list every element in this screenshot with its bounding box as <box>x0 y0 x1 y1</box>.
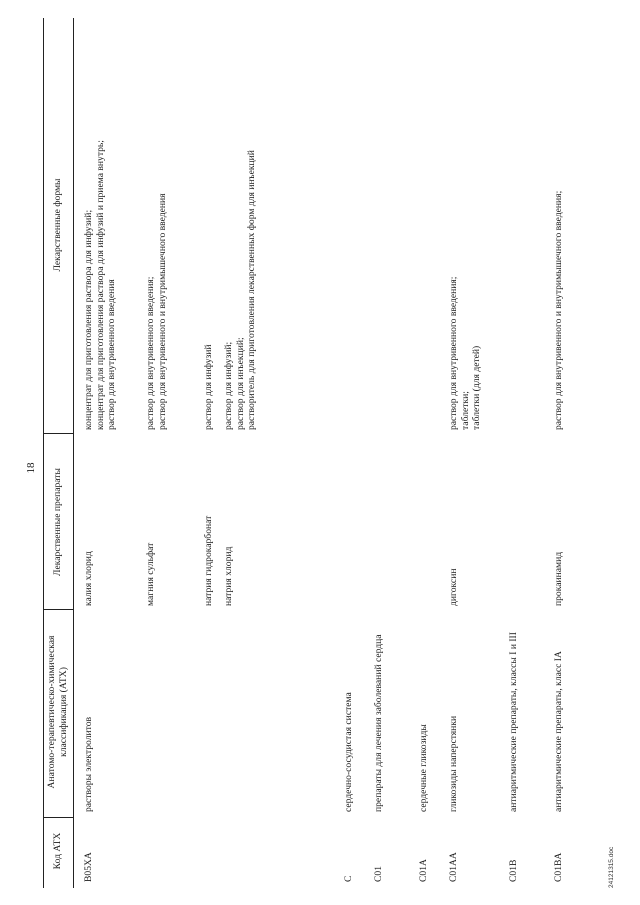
header-divider <box>43 433 73 434</box>
atx-group-name: антиаритмические препараты, класс IA <box>553 651 564 812</box>
atx-code: C01AA <box>448 852 459 882</box>
dosage-form-line: растворитель для приготовления лекарственных форм для инъекций <box>246 150 257 430</box>
footer-doc-name: 24121315.doc <box>608 846 615 888</box>
header-atx: Анатомо-терапевтическо-химическая классификация (АТХ) <box>46 635 69 789</box>
atx-code: C01A <box>418 859 429 882</box>
dosage-form-line: концентрат для приготовления раствора для инфузий; <box>83 209 94 430</box>
atx-code: B05XA <box>83 852 94 882</box>
header-forms: Лекарственные формы <box>52 178 63 272</box>
atx-group-name: сердечные гликозиды <box>418 724 429 812</box>
dosage-form-line: раствор для внутривенного и внутримышечного введения; <box>553 190 564 430</box>
dosage-form-line: таблетки; <box>459 391 471 430</box>
atx-group-name: сердечно-сосудистая система <box>343 692 354 812</box>
drug-name: натрия хлорид <box>223 546 234 606</box>
drug-name: прокаинамид <box>553 551 564 606</box>
header-divider <box>43 609 73 610</box>
atx-code: C01 <box>373 866 384 882</box>
atx-table <box>43 18 603 888</box>
dosage-form-line: таблетки (для детей) <box>471 345 482 430</box>
dosage-form-line: концентрат для приготовления раствора для инфузий и приема внутрь; <box>94 140 106 430</box>
dosage-form-line: раствор для инъекций; <box>234 337 246 430</box>
dosage-form-line: раствор для внутривенного и внутримышечного введения <box>156 193 168 430</box>
drug-name: калия хлорид <box>83 551 94 606</box>
dosage-form-line: раствор для внутривенного введения <box>106 279 117 430</box>
dosage-form-line: раствор для внутривенного введения; <box>145 276 156 430</box>
drug-name: натрия гидрокарбонат <box>203 515 214 606</box>
atx-code: C01BA <box>553 852 564 882</box>
table-header-row <box>43 18 73 888</box>
dosage-form-line: раствор для внутривенного введения; <box>448 276 459 430</box>
dosage-forms <box>145 20 168 430</box>
dosage-forms <box>203 20 215 430</box>
dosage-forms <box>448 20 483 430</box>
atx-group-name: гликозиды наперстянки <box>448 715 459 812</box>
header-code: Код АТХ <box>52 832 63 870</box>
page-number: 18 <box>25 462 37 474</box>
rotated-page <box>25 18 615 888</box>
drug-name: дигоксин <box>448 568 459 606</box>
atx-group-name: препараты для лечения заболеваний сердца <box>373 634 384 812</box>
table-top-border <box>43 18 44 888</box>
dosage-forms <box>83 20 118 430</box>
dosage-forms <box>223 20 258 430</box>
header-divider <box>43 817 73 818</box>
atx-group-name: антиаритмические препараты, классы I и III <box>508 632 519 812</box>
atx-code: C01B <box>508 859 519 882</box>
dosage-forms <box>553 20 565 430</box>
dosage-form-line: раствор для инфузий <box>203 344 214 430</box>
atx-group-name: растворы электролитов <box>83 716 94 812</box>
dosage-form-line: раствор для инфузий; <box>223 341 234 430</box>
header-drugs: Лекарственные препараты <box>52 468 63 576</box>
drug-name: магния сульфат <box>145 542 156 606</box>
header-bottom-border <box>73 18 74 888</box>
atx-code: C <box>343 875 354 882</box>
